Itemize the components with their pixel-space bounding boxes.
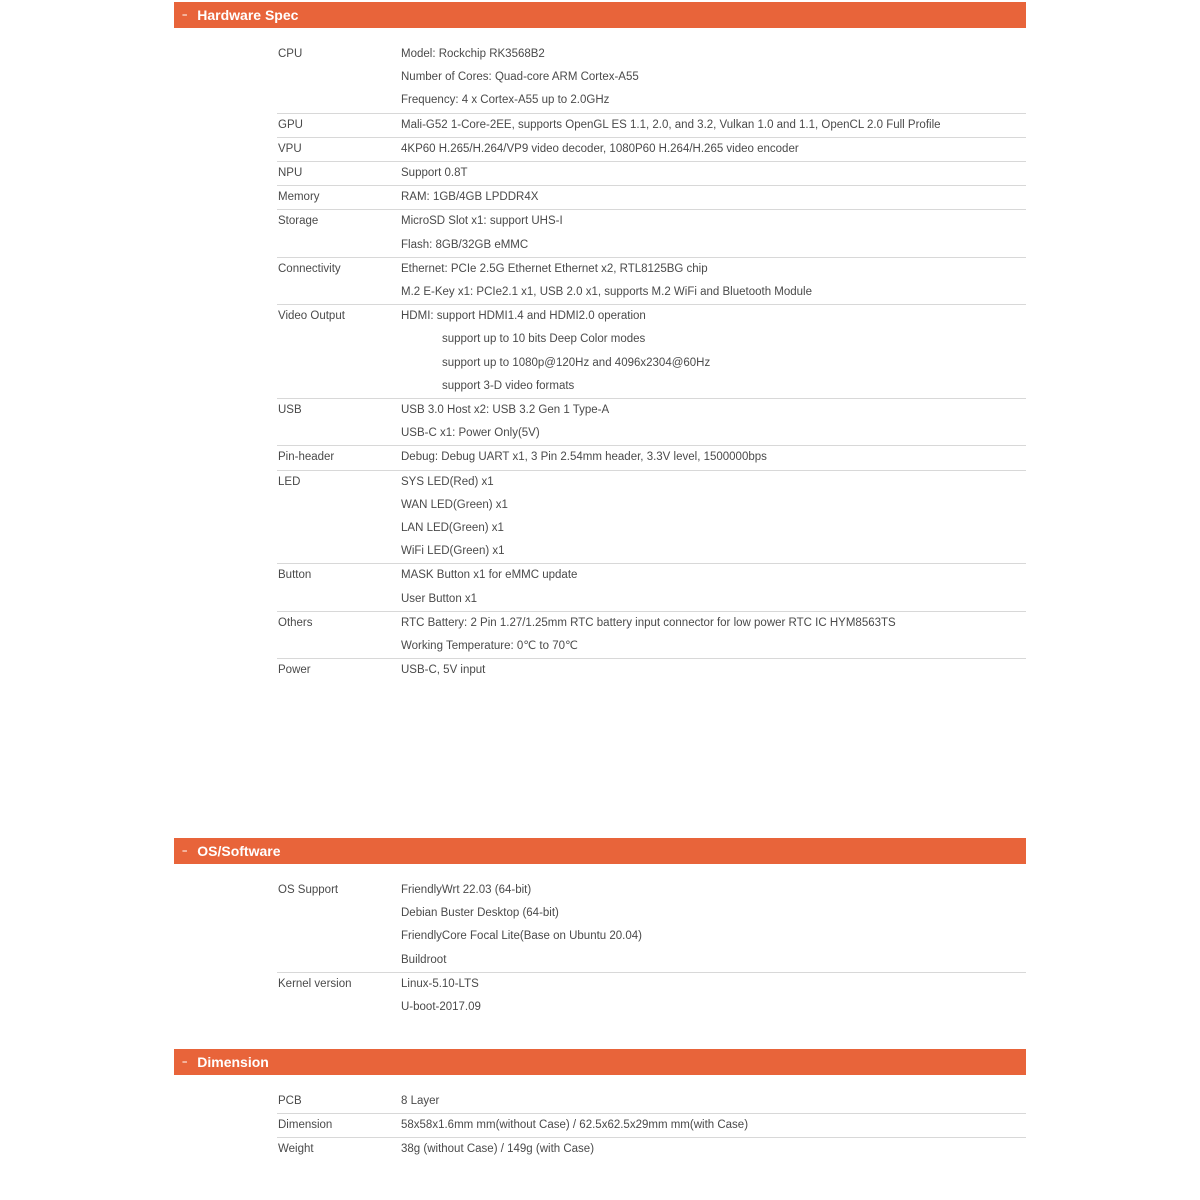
spec-value-line: Ethernet: PCIe 2.5G Ethernet Ethernet x2, RTL8125BG chip — [401, 262, 708, 275]
spec-label: Memory — [278, 191, 320, 204]
spec-value-line: 38g (without Case) / 149g (with Case) — [401, 1143, 595, 1156]
spec-value-line: LAN LED(Green) x1 — [401, 522, 504, 535]
spec-label: PCB — [278, 1095, 302, 1107]
spec-value — [401, 879, 1026, 972]
collapse-icon[interactable]: − — [182, 1057, 188, 1067]
spec-value-line: WiFi LED(Green) x1 — [401, 545, 505, 558]
spec-value-line: USB-C x1: Power Only(5V) — [401, 427, 540, 440]
spec-value-line: M.2 E-Key x1: PCIe2.1 x1, USB 2.0 x1, supports M.2 WiFi and Bluetooth Module — [401, 286, 812, 299]
spec-value — [401, 114, 1026, 137]
spec-label: USB — [278, 404, 302, 417]
spec-value-line: support up to 1080p@120Hz and 4096x2304@60Hz — [442, 356, 711, 369]
spec-value-line: 4KP60 H.265/H.264/VP9 video decoder, 1080P60 H.264/H.265 video encoder — [401, 142, 799, 155]
collapse-icon[interactable]: − — [182, 10, 188, 20]
spec-label: Power — [278, 664, 311, 677]
spec-value-line: WAN LED(Green) x1 — [401, 498, 508, 511]
spec-value-line: Model: Rockchip RK3568B2 — [401, 48, 545, 60]
spec-value — [401, 138, 1026, 161]
spec-value-line: Debug: Debug UART x1, 3 Pin 2.54mm header, 3.3V level, 1500000bps — [401, 451, 767, 464]
spec-row — [277, 1138, 1026, 1161]
spec-label: CPU — [278, 48, 303, 60]
spec-label: Video Output — [278, 310, 345, 323]
spec-value-line: support 3-D video formats — [442, 379, 575, 392]
spec-value-line: RAM: 1GB/4GB LPDDR4X — [401, 191, 539, 204]
spec-value-line: FriendlyWrt 22.03 (64-bit) — [401, 884, 532, 896]
spec-row — [277, 1114, 1026, 1138]
spec-value-line: User Button x1 — [401, 592, 478, 605]
spec-row — [277, 879, 1026, 973]
section-title: OS/Software — [197, 843, 281, 859]
spec-row — [277, 612, 1026, 659]
spec-row — [277, 43, 1026, 114]
spec-value — [401, 258, 1026, 304]
spec-row — [277, 446, 1026, 470]
spec-value — [401, 1138, 1026, 1161]
spec-label: OS Support — [278, 884, 339, 896]
section-header[interactable] — [174, 2, 1026, 28]
spec-label: LED — [278, 475, 301, 488]
spec-row — [277, 471, 1026, 565]
spec-value — [401, 471, 1026, 564]
section-header[interactable] — [174, 1049, 1026, 1075]
spec-label: Connectivity — [278, 262, 341, 275]
spec-section — [174, 2, 1026, 682]
spec-value — [401, 305, 1026, 398]
spec-value — [401, 399, 1026, 445]
spec-label: VPU — [278, 142, 302, 155]
spec-label: Others — [278, 616, 313, 629]
spec-table — [277, 43, 1026, 682]
spec-value — [401, 186, 1026, 209]
spec-label: Dimension — [278, 1119, 333, 1132]
spec-table — [277, 879, 1026, 1019]
section-title: Dimension — [197, 1054, 269, 1070]
spec-value — [401, 162, 1026, 185]
spec-value-line: USB-C, 5V input — [401, 664, 486, 677]
spec-row — [277, 564, 1026, 611]
spec-value-line: Working Temperature: 0℃ to 70℃ — [401, 640, 578, 653]
spec-label: NPU — [278, 167, 303, 180]
spec-label: Kernel version — [278, 977, 352, 990]
spec-value-line: HDMI: support HDMI1.4 and HDMI2.0 operation — [401, 310, 646, 323]
spec-row — [277, 399, 1026, 446]
spec-label: Storage — [278, 215, 319, 228]
spec-table — [277, 1090, 1026, 1162]
section-header[interactable] — [174, 838, 1026, 864]
spec-value-line: 8 Layer — [401, 1095, 440, 1107]
spec-row — [277, 258, 1026, 305]
spec-value — [401, 446, 1026, 469]
section-title: Hardware Spec — [197, 7, 299, 23]
spec-value — [401, 659, 1026, 682]
spec-row — [277, 210, 1026, 257]
spec-value — [401, 43, 1026, 113]
spec-row — [277, 138, 1026, 162]
spec-section — [174, 838, 1026, 1019]
spec-value-line: Linux-5.10-LTS — [401, 977, 479, 990]
spec-section — [174, 1049, 1026, 1162]
spec-row — [277, 659, 1026, 682]
spec-value — [401, 210, 1026, 256]
spec-value-line: Support 0.8T — [401, 167, 468, 180]
spec-value-line: USB 3.0 Host x2: USB 3.2 Gen 1 Type-A — [401, 404, 610, 417]
spec-value-line: support up to 10 bits Deep Color modes — [442, 333, 646, 346]
spec-row — [277, 114, 1026, 138]
spec-value-line: Debian Buster Desktop (64-bit) — [401, 907, 559, 920]
spec-row — [277, 1090, 1026, 1114]
spec-label: Button — [278, 569, 312, 582]
spec-row — [277, 186, 1026, 210]
spec-value-line: 58x58x1.6mm mm(without Case) / 62.5x62.5x29mm mm(with Case) — [401, 1119, 749, 1132]
spec-value — [401, 973, 1026, 1019]
spec-value-line: U-boot-2017.09 — [401, 1001, 481, 1014]
spec-value-line: RTC Battery: 2 Pin 1.27/1.25mm RTC battery input connector for low power RTC IC HYM8563TS — [401, 616, 896, 629]
spec-value-line: Frequency: 4 x Cortex-A55 up to 2.0GHz — [401, 94, 610, 107]
spec-row — [277, 973, 1026, 1019]
collapse-icon[interactable]: − — [182, 846, 188, 856]
spec-row — [277, 305, 1026, 399]
spec-value-line: FriendlyCore Focal Lite(Base on Ubuntu 20.04) — [401, 930, 642, 943]
spec-value — [401, 564, 1026, 610]
spec-value-line: MASK Button x1 for eMMC update — [401, 569, 578, 582]
spec-value — [401, 1090, 1026, 1113]
spec-label: Pin-header — [278, 451, 335, 464]
spec-value — [401, 612, 1026, 658]
spec-value-line: Mali-G52 1-Core-2EE, supports OpenGL ES 1.1, 2.0, and 3.2, Vulkan 1.0 and 1.1, OpenCL 2.0 Full Profile — [401, 118, 941, 131]
spec-value — [401, 1114, 1026, 1137]
spec-label: Weight — [278, 1143, 314, 1156]
spec-value-line: SYS LED(Red) x1 — [401, 475, 494, 488]
spec-value-line: Buildroot — [401, 953, 447, 966]
spec-value-line: MicroSD Slot x1: support UHS-I — [401, 215, 563, 228]
spec-value-line: Number of Cores: Quad-core ARM Cortex-A55 — [401, 71, 639, 84]
spec-label: GPU — [278, 118, 303, 131]
spec-row — [277, 162, 1026, 186]
spec-value-line: Flash: 8GB/32GB eMMC — [401, 238, 529, 251]
